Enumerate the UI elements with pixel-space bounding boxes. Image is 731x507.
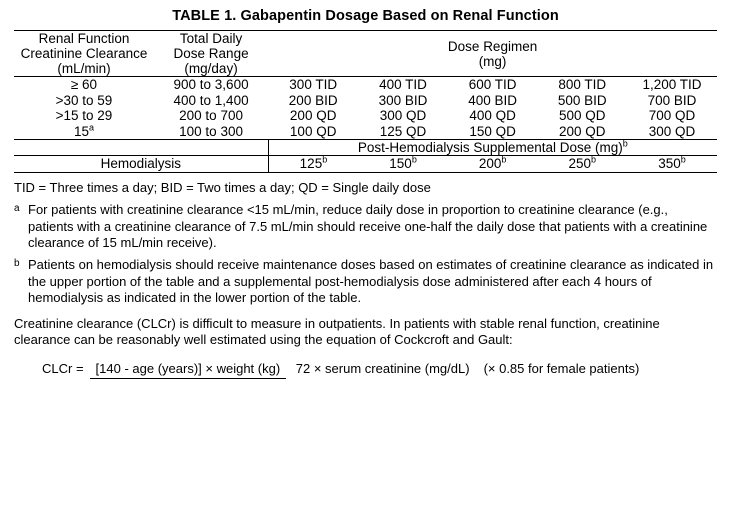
cell-dose-5: 700 BID — [647, 92, 697, 108]
cell-renal: 15$^a$ — [14, 124, 154, 140]
header-dose-regimen — [268, 31, 717, 77]
hemodialysis-row — [14, 156, 717, 173]
footnote-marker-b: b — [411, 154, 417, 165]
footnote-marker-a: a — [89, 122, 95, 133]
footnote-marker-b: b — [622, 138, 628, 149]
cell-dose-2: 400 TID — [379, 77, 427, 93]
cell-dose-3: 150 QD — [448, 124, 538, 140]
hemodialysis-label: Hemodialysis — [14, 156, 268, 173]
table-row — [14, 124, 717, 140]
footnote-marker-b: b — [501, 154, 507, 165]
table-header-row — [14, 31, 717, 77]
equation-numerator: [140 - age (years)] × weight (kg) — [90, 361, 287, 379]
cell-renal: >15 to 29 — [55, 108, 113, 124]
header-renal-line2: Creatinine Clearance — [20, 46, 148, 62]
header-renal-line1: Renal Function — [38, 31, 130, 46]
hemodialysis-dose-3: 200$^b$ — [448, 156, 538, 173]
cell-renal: >30 to 59 — [55, 92, 113, 108]
cell-renal: ≥ 60 — [70, 77, 98, 93]
cell-dose-3: 400 QD — [469, 108, 516, 124]
cell-dose-4: 500 BID — [557, 92, 607, 108]
spacer-cell — [154, 140, 268, 156]
header-regimen-line1: Dose Regimen — [447, 38, 538, 54]
cell-dose-1: 300 TID — [289, 77, 338, 93]
header-total-daily-dose — [154, 31, 268, 77]
footnotes — [14, 180, 717, 349]
footnote-a — [14, 202, 717, 251]
footnote-b — [14, 257, 717, 306]
dosage-table — [14, 30, 717, 173]
hemodialysis-dose-1: 125$^b$ — [268, 156, 358, 173]
footnote-marker-b: b — [591, 154, 597, 165]
cell-dose-4: 500 QD — [559, 108, 606, 124]
cell-dose-3: 600 TID — [468, 77, 517, 93]
header-renal-function — [14, 31, 154, 77]
table-row — [14, 93, 717, 109]
cell-dose-2: 300 QD — [379, 108, 427, 124]
equation-fraction — [90, 361, 476, 376]
header-total-line1: Total Daily — [179, 31, 243, 46]
cell-dose-5: 300 QD — [627, 124, 717, 140]
equation-denominator: 72 × serum creatinine (mg/dL) — [295, 360, 470, 376]
cell-total-dose: 200 to 700 — [179, 108, 243, 124]
header-total-line2: Dose Range — [173, 46, 249, 62]
table-row — [14, 77, 717, 93]
header-renal-line3: (mL/min) — [57, 61, 111, 77]
cell-dose-3: 400 BID — [468, 92, 518, 108]
cell-dose-1: 200 QD — [289, 108, 337, 124]
footnote-b-text: Patients on hemodialysis should receive maintenance doses based on estimates of creatinine clearance as indicated in the upper portion of the table and a supplemental post-hemodialysis dose administered after each 4 hours of hemodialysis as indicated in the lower portion of the table. — [28, 257, 714, 306]
cell-dose-1: 200 BID — [288, 92, 338, 108]
footnote-marker-b: b — [322, 154, 328, 165]
footnote-marker-b: b — [680, 154, 686, 165]
cockcroft-gault-equation — [14, 361, 717, 376]
hemodialysis-dose-5: 350$^b$ — [627, 156, 717, 173]
spacer-cell — [14, 140, 154, 156]
footnote-a-text: For patients with creatinine clearance <15 mL/min, reduce daily dose in proportion to creatinine clearance (e.g., patients with a creatinine clearance of 7.5 mL/min should receive one-half the daily dose that patients with a creatinine clearance of 15 mL/min receive). — [28, 202, 708, 251]
hemodialysis-dose-2: 150$^b$ — [358, 156, 448, 173]
cell-total-dose: 400 to 1,400 — [173, 92, 249, 108]
cell-total-dose: 100 to 300 — [154, 124, 268, 140]
equation-female-factor: (× 0.85 for female patients) — [483, 360, 640, 376]
footnote-a-marker: a — [14, 203, 20, 215]
cell-dose-5: 1,200 TID — [642, 77, 702, 93]
header-regimen-line2: (mg) — [478, 53, 507, 69]
cell-dose-5: 700 QD — [648, 108, 696, 124]
hemodialysis-dose-4: 250$^b$ — [537, 156, 627, 173]
cell-dose-2: 125 QD — [358, 124, 448, 140]
creatinine-clearance-paragraph: Creatinine clearance (CLCr) is difficult to measure in outpatients. In patients with stable renal function, creatinine clearance can be reasonably well estimated using the equation of Cockcroft and Gault: — [14, 315, 660, 348]
cell-dose-4: 200 QD — [537, 124, 627, 140]
header-total-line3: (mg/day) — [184, 61, 238, 77]
table-row — [14, 108, 717, 124]
abbreviation-note: TID = Three times a day; BID = Two times a day; QD = Single daily dose — [14, 179, 431, 195]
post-hemodialysis-header-row — [14, 140, 717, 156]
page-title: TABLE 1. Gabapentin Dosage Based on Renal Function — [172, 8, 559, 24]
cell-total-dose: 900 to 3,600 — [173, 77, 249, 93]
cell-dose-4: 800 TID — [558, 77, 607, 93]
post-hemodialysis-header: Post-Hemodialysis Supplemental Dose (mg)$^b$ — [268, 140, 717, 156]
cell-dose-2: 300 BID — [378, 92, 428, 108]
footnote-b-marker: b — [14, 258, 20, 270]
equation-label: CLCr = — [42, 360, 84, 376]
cell-dose-1: 100 QD — [268, 124, 358, 140]
